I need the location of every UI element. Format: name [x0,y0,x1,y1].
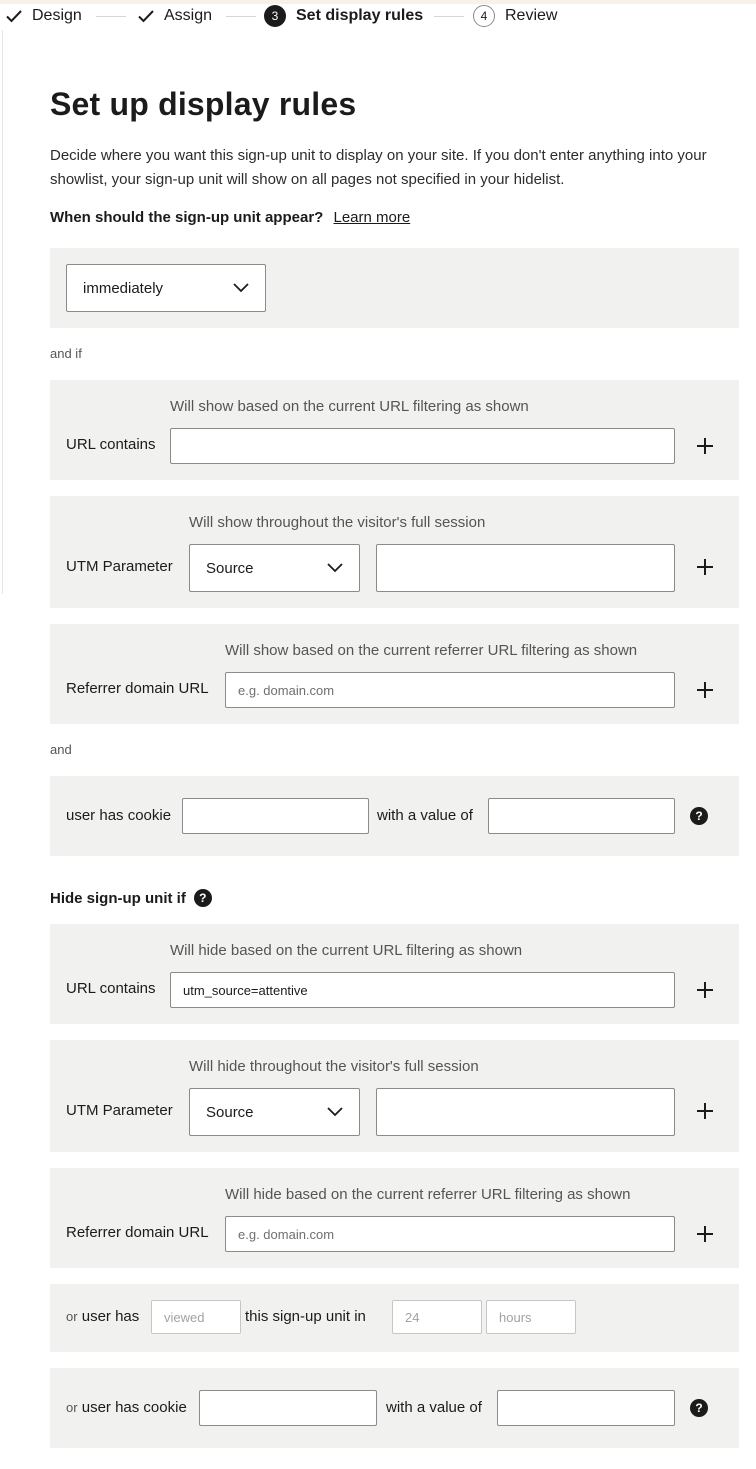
hide-viewed-label-text: user has [81,1308,140,1325]
or-label: or [66,1400,78,1415]
timing-select-value: immediately [83,279,164,297]
page-title: Set up display rules [50,86,357,122]
step-label: Design [32,7,82,24]
hide-utm-value-input[interactable] [376,1088,675,1136]
hide-utm-select[interactable] [189,1088,360,1136]
step-connector [96,16,126,17]
show-utm-panel [50,496,739,608]
show-utm-select-value: Source [206,559,254,577]
show-utm-label: UTM Parameter [66,558,173,575]
step-number: 4 [473,5,495,27]
add-icon[interactable] [695,557,715,577]
chevron-down-icon [327,1107,343,1117]
step-review[interactable] [473,4,557,28]
step-set-display-rules[interactable] [264,4,423,28]
show-cookie-label: user has cookie [66,807,172,824]
hide-referrer-input[interactable] [225,1216,675,1252]
hide-viewed-label [66,1308,139,1325]
step-number: 3 [264,5,286,27]
hide-referrer-label: Referrer domain URL [66,1224,209,1241]
left-divider [2,30,3,594]
and-label: and [50,742,72,757]
hide-cookie-name-input[interactable] [199,1390,377,1426]
page-description: Decide where you want this sign-up unit to display on your site. If you don't enter anything into your showlist, your sign-up unit will show on all pages not specified in your hidelist. [50,147,707,188]
show-referrer-placeholder: e.g. domain.com [238,682,335,698]
hide-utm-select-value: Source [206,1103,254,1121]
show-url-input[interactable] [170,428,675,464]
hide-url-input[interactable]: utm_source=attentive [170,972,675,1008]
timing-question [50,209,410,226]
show-utm-value-input[interactable] [376,544,675,592]
hide-heading-text: Hide sign-up unit if [50,889,186,907]
step-label: Assign [164,7,213,24]
show-url-label: URL contains [66,436,156,453]
hide-viewed-action-input[interactable] [151,1300,241,1334]
hide-cookie-label-text: user has cookie [81,1399,187,1416]
hide-utm-hint: Will hide throughout the visitor's full session [189,1058,479,1075]
help-icon[interactable]: ? [690,807,708,825]
show-referrer-panel [50,624,739,724]
and-if-label: and if [50,346,82,361]
hide-cookie-label [66,1399,187,1416]
hide-url-panel [50,924,739,1024]
add-icon[interactable] [695,680,715,700]
amount-placeholder: 24 [405,1309,420,1325]
hide-section-heading [50,889,212,907]
stepper [0,4,756,28]
timing-question-text: When should the sign-up unit appear? [50,209,324,226]
show-utm-hint: Will show throughout the visitor's full session [189,514,486,531]
show-url-hint: Will show based on the current URL filtering as shown [170,398,529,415]
help-icon[interactable]: ? [194,889,212,907]
hide-url-hint: Will hide based on the current URL filtering as shown [170,942,523,959]
checkmark-icon [6,9,22,23]
step-label: Review [505,7,558,24]
show-referrer-hint: Will show based on the current referrer URL filtering as shown [225,642,638,659]
hide-utm-panel [50,1040,739,1152]
hide-viewed-amount-input[interactable] [392,1300,482,1334]
hide-viewed-unit-input[interactable] [486,1300,576,1334]
viewed-placeholder: viewed [164,1309,205,1325]
add-icon[interactable] [695,436,715,456]
show-referrer-input[interactable] [225,672,675,708]
hide-referrer-hint: Will hide based on the current referrer URL filtering as shown [225,1186,631,1203]
hide-cookie-value-label: with a value of [386,1399,482,1416]
step-connector [434,16,464,17]
show-referrer-label: Referrer domain URL [66,680,209,697]
show-cookie-name-input[interactable] [182,798,369,834]
hide-viewed-middle-label: this sign-up unit in [245,1308,366,1325]
show-url-panel [50,380,739,480]
timing-panel [50,248,739,328]
step-label: Set display rules [296,7,424,24]
or-label: or [66,1309,78,1324]
timing-select[interactable] [66,264,266,312]
chevron-down-icon [233,283,249,293]
hide-cookie-value-input[interactable] [497,1390,675,1426]
add-icon[interactable] [695,980,715,1000]
help-icon[interactable]: ? [690,1399,708,1417]
hide-cookie-panel [50,1368,739,1448]
show-utm-select[interactable] [189,544,360,592]
chevron-down-icon [327,563,343,573]
hide-url-label: URL contains [66,980,156,997]
hide-viewed-panel [50,1284,739,1352]
hide-referrer-panel [50,1168,739,1268]
add-icon[interactable] [695,1224,715,1244]
step-connector [226,16,256,17]
learn-more-link[interactable]: Learn more [333,209,411,226]
show-cookie-panel [50,776,739,856]
step-assign[interactable] [138,4,212,28]
hide-utm-label: UTM Parameter [66,1102,173,1119]
add-icon[interactable] [695,1101,715,1121]
show-cookie-value-input[interactable] [488,798,675,834]
unit-placeholder: hours [499,1309,532,1325]
show-cookie-value-label: with a value of [377,807,473,824]
step-design[interactable] [6,4,82,28]
checkmark-icon [138,9,154,23]
hide-referrer-placeholder: e.g. domain.com [238,1226,335,1242]
